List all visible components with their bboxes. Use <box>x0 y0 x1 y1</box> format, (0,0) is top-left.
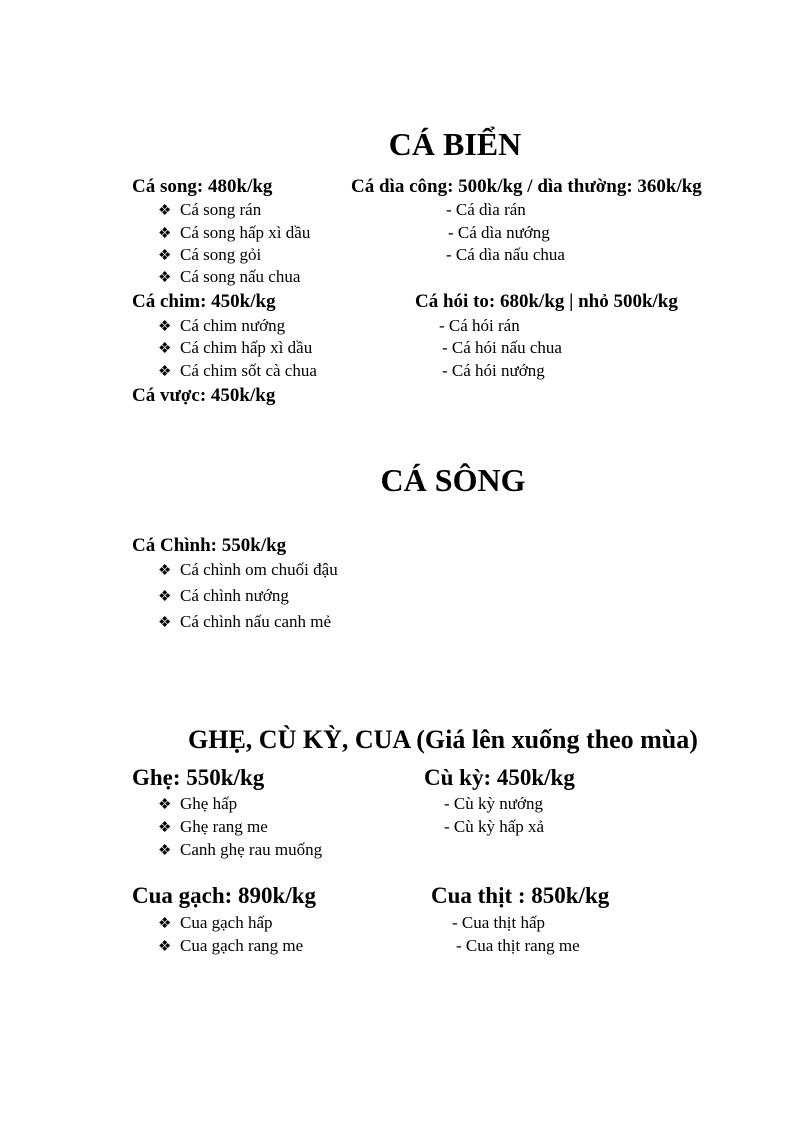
list-item: - Cù kỳ nướng <box>444 794 543 813</box>
list-item: - Cá dìa rán <box>446 200 526 219</box>
category-header-ca-vuoc: Cá vược: 450k/kg <box>132 385 276 406</box>
list-item: ❖ Cá chim sốt cà chua <box>158 361 317 380</box>
list-item: ❖ Cá song hấp xì dầu <box>158 223 311 242</box>
category-header-ghe: Ghẹ: 550k/kg <box>132 765 265 790</box>
list-item: - Cá hói rán <box>439 316 520 335</box>
list-item: ❖ Cá chình nướng <box>158 586 289 605</box>
list-item: - Cua thịt rang me <box>456 936 580 955</box>
list-item: ❖ Ghẹ rang me <box>158 817 268 836</box>
list-item: - Cua thịt hấp <box>452 913 546 932</box>
category-header-cua-thit: Cua thịt : 850k/kg <box>431 883 610 908</box>
list-item: - Cá dìa nấu chua <box>446 245 565 264</box>
list-item: ❖ Cá song nấu chua <box>158 267 301 286</box>
list-item: - Cù kỳ hấp xả <box>444 817 545 836</box>
category-header-ca-chim: Cá chim: 450k/kg <box>132 291 276 312</box>
diamond-bullet-icon: ❖ <box>158 319 172 335</box>
list-item: ❖ Cá chim hấp xì dầu <box>158 338 313 357</box>
diamond-bullet-icon: ❖ <box>158 589 172 605</box>
section-title-river-fish: CÁ SÔNG <box>380 462 526 498</box>
diamond-bullet-icon: ❖ <box>158 248 172 264</box>
category-header-ca-hoi: Cá hói to: 680k/kg | nhỏ 500k/kg <box>415 291 678 312</box>
list-item: ❖ Cua gạch rang me <box>158 936 304 955</box>
list-item: - Cá dìa nướng <box>448 223 550 242</box>
list-item: - Cá hói nướng <box>442 361 545 380</box>
diamond-bullet-icon: ❖ <box>158 563 172 579</box>
category-header-cu-ky: Cù kỳ: 450k/kg <box>424 765 575 790</box>
category-header-ca-chinh: Cá Chình: 550k/kg <box>132 535 287 556</box>
diamond-bullet-icon: ❖ <box>158 203 172 219</box>
diamond-bullet-icon: ❖ <box>158 797 172 813</box>
diamond-bullet-icon: ❖ <box>158 270 172 286</box>
diamond-bullet-icon: ❖ <box>158 341 172 357</box>
diamond-bullet-icon: ❖ <box>158 364 172 380</box>
list-item: ❖ Cá song gỏi <box>158 245 262 264</box>
section-title-crab: GHẸ, CÙ KỲ, CUA (Giá lên xuống theo mùa) <box>188 725 698 754</box>
diamond-bullet-icon: ❖ <box>158 916 172 932</box>
diamond-bullet-icon: ❖ <box>158 226 172 242</box>
list-item: ❖ Canh ghẹ rau muống <box>158 840 323 859</box>
list-item: ❖ Cá song rán <box>158 200 262 219</box>
diamond-bullet-icon: ❖ <box>158 843 172 859</box>
diamond-bullet-icon: ❖ <box>158 820 172 836</box>
list-item: ❖ Cá chình om chuối đậu <box>158 560 338 579</box>
list-item: ❖ Cá chình nấu canh mẻ <box>158 612 332 631</box>
list-item: ❖ Cua gạch hấp <box>158 913 273 932</box>
diamond-bullet-icon: ❖ <box>158 615 172 631</box>
section-title-sea-fish: CÁ BIỂN <box>388 126 522 162</box>
list-item: ❖ Cá chim nướng <box>158 316 286 335</box>
list-item: ❖ Ghẹ hấp <box>158 794 238 813</box>
diamond-bullet-icon: ❖ <box>158 939 172 955</box>
category-header-ca-song: Cá song: 480k/kg <box>132 176 273 197</box>
list-item: - Cá hói nấu chua <box>442 338 562 357</box>
category-header-ca-dia: Cá dìa công: 500k/kg / dìa thường: 360k/kg <box>351 176 702 197</box>
category-header-cua-gach: Cua gạch: 890k/kg <box>132 883 317 908</box>
